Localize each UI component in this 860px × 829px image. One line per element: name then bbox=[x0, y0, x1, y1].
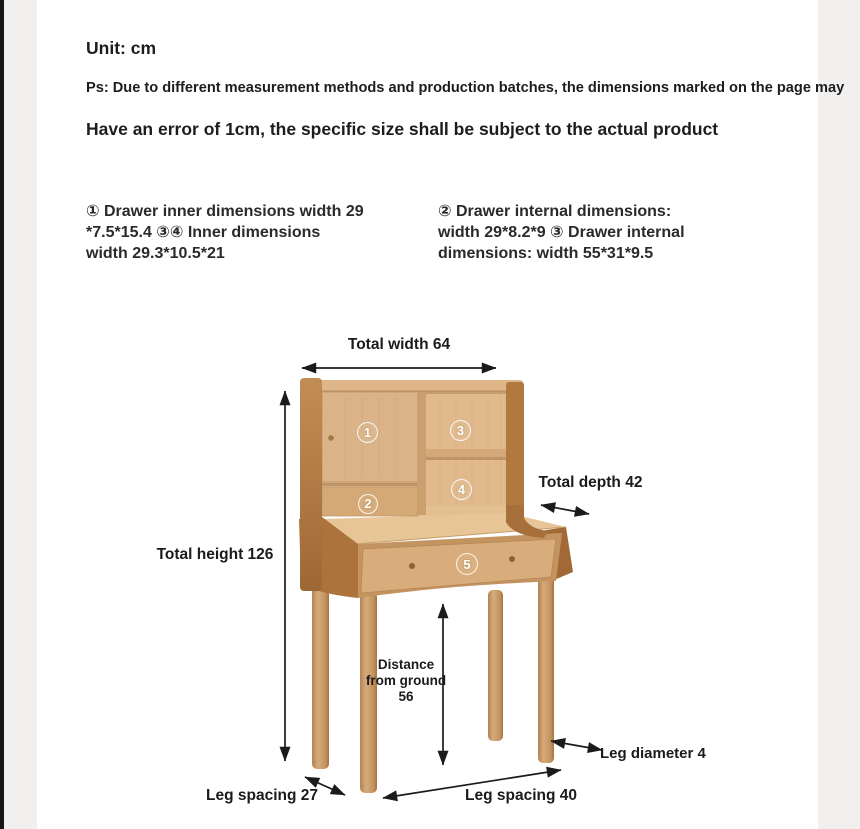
callout-5-desk-drawer: 5 bbox=[456, 553, 478, 575]
door-bottom-gap bbox=[322, 483, 418, 486]
total-width-label: Total width 64 bbox=[347, 336, 451, 353]
callout-2-small-drawer: 2 bbox=[358, 494, 378, 514]
leg-right-outer bbox=[538, 572, 554, 763]
leg-right-inner bbox=[488, 590, 503, 741]
hutch-right-stile bbox=[506, 382, 524, 512]
leg-diameter-label: Leg diameter 4 bbox=[600, 745, 706, 762]
callout-4-lower-shelf: 4 bbox=[451, 479, 472, 500]
drawer-knob-right bbox=[509, 556, 515, 562]
leg-diameter-arrow bbox=[551, 741, 602, 750]
spec-left-line3: width 29.3*10.5*21 bbox=[86, 245, 225, 262]
spec-left-line1: ① Drawer inner dimensions width 29 bbox=[86, 203, 364, 220]
spec-left-line2: *7.5*15.4 ③④ Inner dimensions bbox=[86, 224, 321, 241]
hutch-center-divider bbox=[418, 391, 426, 515]
spec-right-line3: dimensions: width 55*31*9.5 bbox=[438, 245, 654, 262]
unit-label: Unit: cm bbox=[86, 38, 156, 58]
spec-right-line2: width 29*8.2*9 ③ Drawer internal bbox=[438, 224, 685, 241]
distance-from-ground-label: Distance from ground 56 bbox=[365, 657, 447, 704]
hutch-shelf bbox=[422, 449, 508, 457]
total-depth-arrow bbox=[541, 505, 589, 514]
disclaimer-line-1: Ps: Due to different measurement methods and production batches, the dimensions marked on the page may bbox=[86, 80, 845, 96]
desk-body bbox=[299, 503, 573, 598]
hutch-top-board bbox=[300, 380, 523, 391]
hutch-shelf-shadow bbox=[422, 457, 508, 460]
leg-spacing-40-label: Leg spacing 40 bbox=[465, 787, 577, 804]
callout-1-cabinet-door: 1 bbox=[357, 422, 378, 443]
leg-spacing-27-label: Leg spacing 27 bbox=[206, 787, 318, 804]
total-height-label: Total height 126 bbox=[156, 546, 274, 563]
hutch-left-stile bbox=[300, 378, 322, 591]
spec-right-line1: ② Drawer internal dimensions: bbox=[438, 203, 672, 220]
total-depth-label: Total depth 42 bbox=[538, 474, 643, 491]
leg-left-outer bbox=[312, 583, 329, 769]
drawer-knob-left bbox=[409, 563, 415, 569]
callout-3-upper-shelf: 3 bbox=[450, 420, 471, 441]
disclaimer-line-2: Have an error of 1cm, the specific size shall be subject to the actual product bbox=[86, 119, 719, 139]
door-knob bbox=[328, 435, 334, 441]
